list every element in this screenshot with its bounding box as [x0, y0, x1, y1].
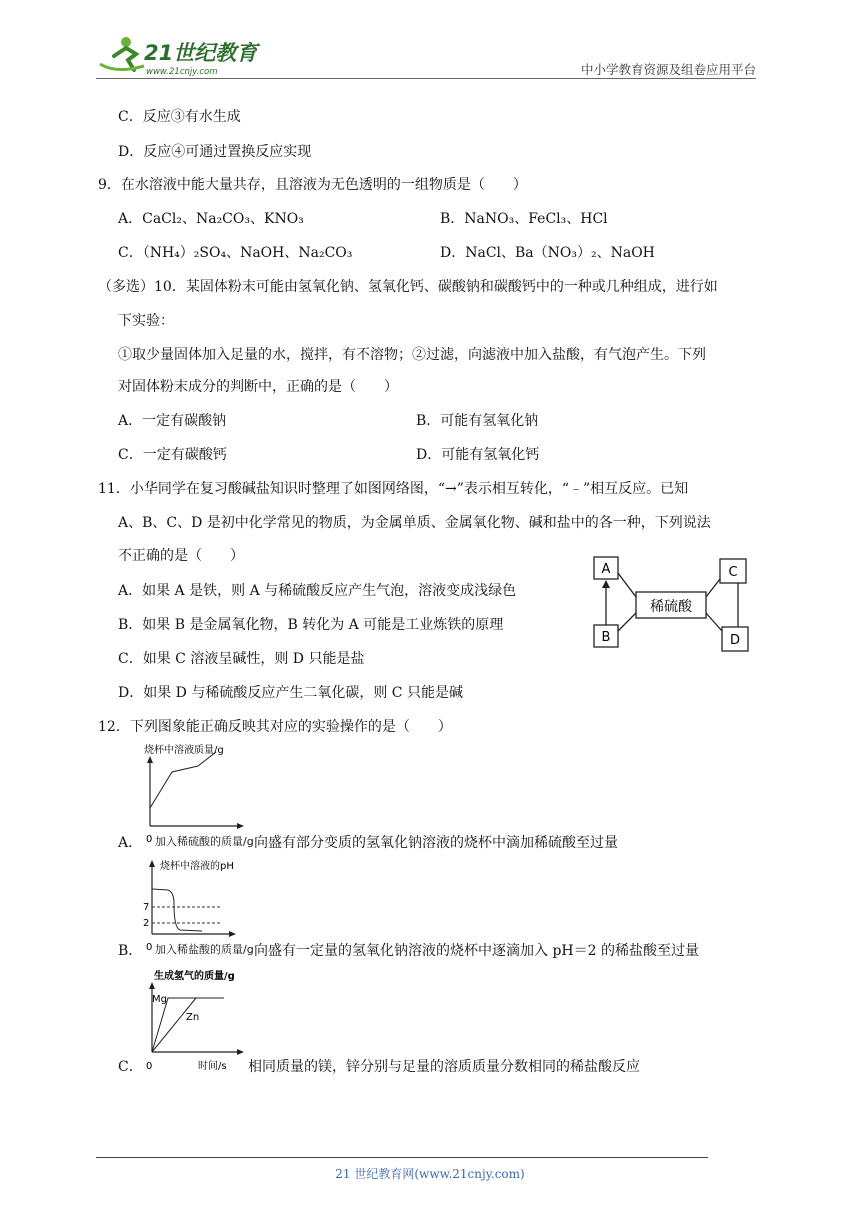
q11-option-a: A．如果 A 是铁，则 A 与稀硫酸反应产生气泡，溶液变成浅绿色 [118, 583, 517, 599]
link-d-center [706, 613, 722, 631]
q9-stem: 9．在水溶液中能大量共存，且溶液为无色透明的一组物质是（ ） [98, 177, 527, 193]
graph-b-ylabel: 烧杯中溶液的pH [160, 861, 234, 872]
q12-option-a-text: 向盛有部分变质的氢氧化钠溶液的烧杯中滴加稀硫酸至过量 [254, 835, 618, 851]
graph-b-tick-2: 2 [143, 918, 150, 929]
graph-b-curve [152, 889, 202, 931]
graph-c-origin: 0 [146, 1061, 153, 1072]
site-logo [96, 34, 266, 78]
q12-option-b-text: 向盛有一定量的氢氧化钠溶液的烧杯中逐滴加入 pH＝2 的稀盐酸至过量 [254, 943, 699, 959]
graph-a-xlabel: 加入稀硫酸的质量/g [155, 835, 254, 848]
q8-option-d: D．反应④可通过置换反应实现 [118, 144, 312, 160]
node-a-label: A [601, 562, 611, 577]
logo-graphic [96, 34, 266, 78]
link-c-center [706, 579, 720, 597]
graph-c-mg-line [152, 998, 224, 1052]
graph-a-origin: 0 [146, 834, 153, 845]
q10-option-a: A．一定有碳酸钠 [118, 413, 227, 429]
graph-c-mg-label: Mg [152, 994, 167, 1005]
node-d-label: D [729, 633, 741, 648]
q12-stem: 12．下列图象能正确反映其对应的实验操作的是（ ） [98, 719, 452, 735]
graph-c-ylabel: 生成氢气的质量/g [154, 971, 235, 982]
graph-a [140, 740, 270, 848]
q8-option-c: C．反应③有水生成 [118, 109, 241, 125]
q11-option-b: B．如果 B 是金属氧化物，B 转化为 A 可能是工业炼铁的原理 [118, 617, 504, 633]
graph-c-zn-label: Zn [186, 1012, 200, 1023]
q11-option-d: D．如果 D 与稀硫酸反应产生二氧化碳，则 C 只能是碱 [118, 685, 463, 701]
footer-divider [96, 1157, 708, 1158]
link-a-center [618, 573, 636, 597]
graph-c-xlabel: 时间/s [198, 1061, 227, 1072]
q10-stem-3: ①取少量固体加入足量的水，搅拌，有不溶物；②过滤，向滤液中加入盐酸，有气泡产生。下列 [118, 347, 706, 363]
graph-b-xlabel: 加入稀盐酸的质量/g [155, 943, 254, 956]
graph-b-origin: 0 [146, 942, 153, 953]
q10-option-d: D．可能有氢氧化钙 [416, 447, 540, 463]
q11-option-c: C．如果 C 溶液呈碱性，则 D 只能是盐 [118, 651, 365, 667]
arrow-head [602, 580, 610, 588]
q9-option-d: D．NaCl、Ba（NO₃）₂、NaOH [440, 245, 655, 261]
q10-option-c: C．一定有碳酸钙 [118, 447, 227, 463]
reaction-network-diagram [588, 553, 754, 655]
q9-option-a: A．CaCl₂、Na₂CO₃、KNO₃ [118, 211, 304, 227]
q12-option-c-label: C． [118, 1059, 143, 1075]
graph-a-curve [150, 752, 216, 808]
q11-stem-1: 11．小华同学在复习酸碱盐知识时整理了如图网络图，“→”表示相互转化，“﹣”相互反应。已知 [98, 481, 689, 497]
logo-text: 21世纪教育 [144, 41, 258, 65]
link-b-center [618, 613, 636, 631]
q10-stem-4: 对固体粉末成分的判断中，正确的是（ ） [118, 379, 398, 395]
header-tagline: 中小学教育资源及组卷应用平台 [580, 62, 756, 77]
footer-text: 21 世纪教育网(www.21cnjy.com) [335, 1167, 525, 1181]
q9-option-c: C．（NH₄）₂SO₄、NaOH、Na₂CO₃ [118, 245, 353, 261]
header-divider [96, 78, 756, 79]
q12-option-a-label: A． [118, 835, 143, 851]
logo-url: www.21cnjy.com [146, 67, 218, 77]
q9-option-b: B．NaNO₃、FeCl₃、HCl [440, 211, 608, 227]
q11-stem-3: 不正确的是（ ） [118, 548, 244, 564]
node-b-label: B [601, 630, 611, 645]
q10-stem-2: 下实验： [118, 313, 174, 329]
q10-option-b: B．可能有氢氧化钠 [416, 413, 539, 429]
node-c-label: C [728, 565, 738, 580]
q12-option-b-label: B． [118, 943, 143, 959]
q11-stem-2: A、B、C、D 是初中化学常见的物质，为金属单质、金属氧化物、碱和盐中的各一种，下列说法 [118, 515, 711, 531]
center-label: 稀硫酸 [650, 599, 692, 615]
graph-a-ylabel: 烧杯中溶液质量/g [144, 745, 224, 756]
q12-option-c-text: 相同质量的镁，锌分别与足量的溶质质量分数相同的稀盐酸反应 [248, 1059, 640, 1075]
graph-b-tick-7: 7 [143, 902, 150, 913]
graph-c-zn-line [152, 998, 196, 1052]
q10-stem-1: （多选）10．某固体粉末可能由氢氧化钠、氢氧化钙、碳酸钠和碳酸钙中的一种或几种组成，进行如 [98, 279, 718, 295]
